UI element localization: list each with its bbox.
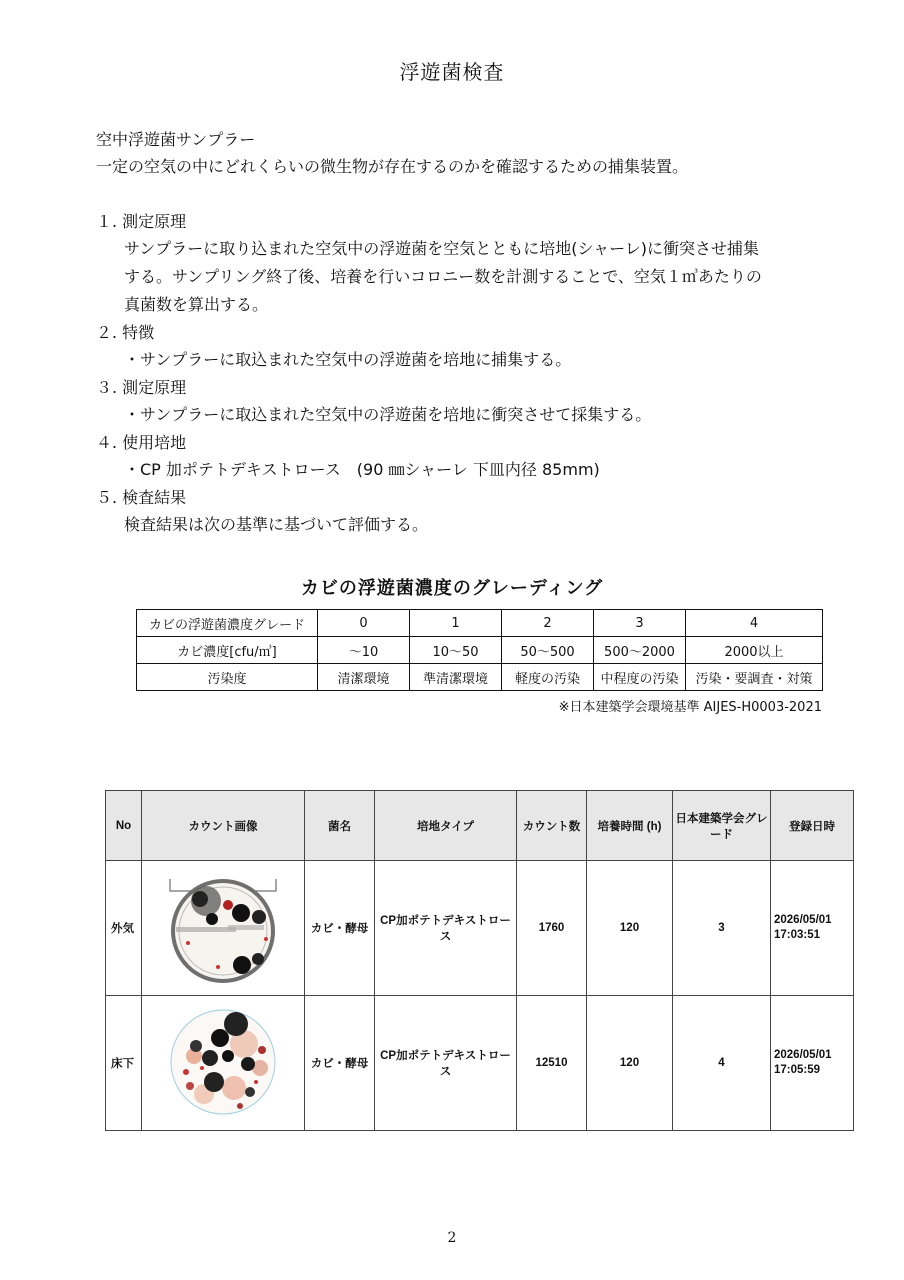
grading-cell: 2 [502, 610, 594, 637]
grading-cell: 準清潔環境 [410, 664, 502, 691]
header-cell: 培地タイプ [375, 791, 517, 861]
count-image [142, 996, 305, 1131]
grading-title: カビの浮遊菌濃度のグレーディング [300, 578, 604, 599]
registered-time: 17:03:51 [774, 929, 821, 941]
grading-cell: 汚染・要調査・対策 [686, 664, 823, 691]
colony-count: 12510 [517, 996, 587, 1131]
registered-date: 2026/05/01 [774, 1049, 832, 1061]
aij-grade: 4 [673, 996, 771, 1131]
header-cell: 日本建築学会グレード [673, 791, 771, 861]
section-heading: １. 測定原理 [96, 212, 187, 231]
registered-at [771, 996, 854, 1131]
section-heading: ４. 使用培地 [96, 433, 187, 452]
section-line: 検査結果は次の基準に基づいて評価する。 [124, 515, 429, 534]
section-body [96, 235, 866, 319]
table-row [106, 861, 854, 996]
grading-cell: ～10 [318, 637, 410, 664]
section-heading: ２. 特徴 [96, 323, 155, 342]
sample-no: 外気 [106, 861, 142, 996]
section-heading: ３. 測定原理 [96, 378, 187, 397]
header-cell: 登録日時 [771, 791, 854, 861]
grading-cell: 3 [594, 610, 686, 637]
section-line: 真菌数を算出する。 [124, 295, 269, 314]
grading-cell: 汚染度 [137, 664, 318, 691]
culture-hours: 120 [587, 996, 673, 1131]
grading-cell: 清潔環境 [318, 664, 410, 691]
page-title: 浮遊菌検査 [399, 60, 505, 84]
grading-cell: 0 [318, 610, 410, 637]
aij-grade: 3 [673, 861, 771, 996]
grading-cell: 10～50 [410, 637, 502, 664]
table-row [106, 996, 854, 1131]
grading-cell: 2000以上 [686, 637, 823, 664]
section-body [96, 456, 866, 484]
grade-row [137, 610, 823, 637]
registered-date: 2026/05/01 [774, 914, 832, 926]
sections-list [96, 208, 866, 539]
section-body [96, 346, 866, 374]
petri-dish-image [148, 867, 298, 987]
grading-cell: 軽度の汚染 [502, 664, 594, 691]
section-line: する。サンプリング終了後、培養を行いコロニー数を計測することで、空気１㎥あたりの [124, 267, 762, 286]
grading-note: ※日本建築学会環境基準 AIJES-H0003-2021 [558, 700, 822, 715]
culture-hours: 120 [587, 861, 673, 996]
colony-count: 1760 [517, 861, 587, 996]
count-image [142, 861, 305, 996]
results-table [105, 790, 854, 1131]
contamination-row [137, 664, 823, 691]
header-cell: カウント数 [517, 791, 587, 861]
registered-time: 17:05:59 [774, 1064, 821, 1076]
organism-name: カビ・酵母 [305, 861, 375, 996]
section-line: ・CP 加ポテトデキストロース (90 ㎜シャーレ 下皿内径 85mm) [124, 460, 600, 479]
section-line: ・サンプラーに取込まれた空気中の浮遊菌を培地に衝突させて採集する。 [124, 405, 652, 424]
section-body [96, 401, 866, 429]
grading-cell: 4 [686, 610, 823, 637]
grading-cell: 500～2000 [594, 637, 686, 664]
header-cell: 菌名 [305, 791, 375, 861]
section-heading: ５. 検査結果 [96, 488, 187, 507]
medium-type: CP加ポテトデキストロース [375, 861, 517, 996]
grading-cell: カビ濃度[cfu/㎥] [137, 637, 318, 664]
sample-no: 床下 [106, 996, 142, 1131]
organism-name: カビ・酵母 [305, 996, 375, 1131]
intro-block [96, 126, 688, 180]
grading-cell: 50～500 [502, 637, 594, 664]
section-line: ・サンプラーに取込まれた空気中の浮遊菌を培地に捕集する。 [124, 350, 572, 369]
section-line: サンプラーに取り込まれた空気中の浮遊菌を空気とともに培地(シャーレ)に衝突させ捕集 [124, 239, 760, 258]
grading-cell: カビの浮遊菌濃度グレード [137, 610, 318, 637]
intro-description: 一定の空気の中にどれくらいの微生物が存在するのかを確認するための捕集装置。 [96, 157, 689, 176]
grading-table [136, 609, 823, 691]
intro-heading: 空中浮遊菌サンプラー [96, 130, 256, 149]
header-cell: No [106, 791, 142, 861]
page-number: 2 [447, 1230, 457, 1246]
medium-type: CP加ポテトデキストロース [375, 996, 517, 1131]
concentration-row [137, 637, 823, 664]
grading-cell: 1 [410, 610, 502, 637]
results-header-row [106, 791, 854, 861]
grading-cell: 中程度の汚染 [594, 664, 686, 691]
petri-dish-image [148, 1002, 298, 1122]
header-cell: カウント画像 [142, 791, 305, 861]
registered-at [771, 861, 854, 996]
header-cell: 培養時間 (h) [587, 791, 673, 861]
section-body [96, 511, 866, 539]
